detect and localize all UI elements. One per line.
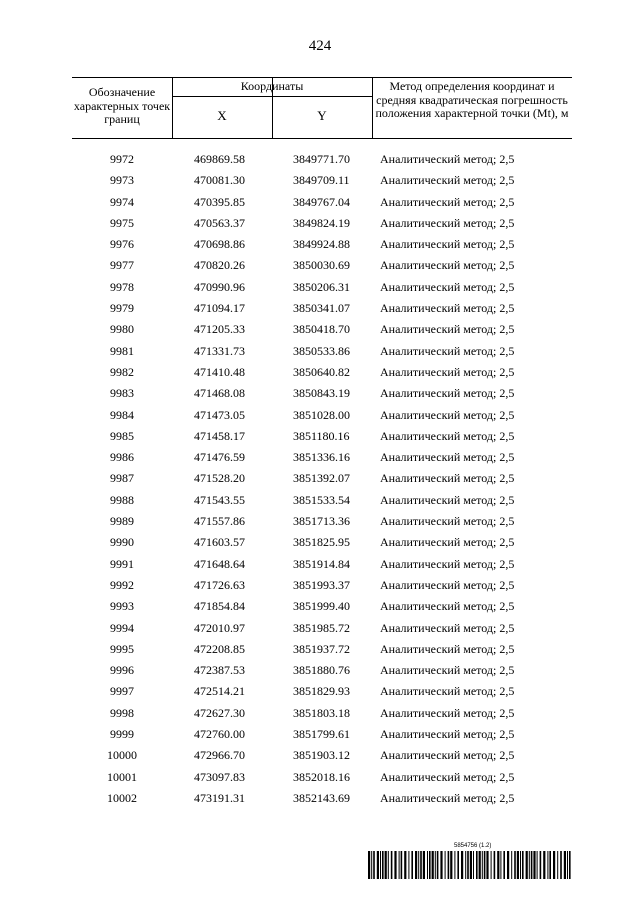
coord-y: 3851937.72 <box>293 641 350 656</box>
point-id: 10001 <box>107 769 137 784</box>
method: Аналитический метод; 2,5 <box>380 152 515 166</box>
point-id: 9990 <box>110 535 134 550</box>
method: Аналитический метод; 2,5 <box>380 258 515 273</box>
point-id: 9992 <box>110 577 134 592</box>
coord-y: 3849709.11 <box>293 173 350 188</box>
table-row <box>72 468 572 489</box>
page-number: 424 <box>308 38 332 54</box>
coord-y: 3850341.07 <box>293 301 350 316</box>
point-id: 9982 <box>110 364 134 379</box>
table-header <box>72 77 572 139</box>
table-body <box>72 149 572 809</box>
coord-x: 470990.96 <box>194 279 245 294</box>
table-row <box>72 745 572 766</box>
coord-y: 3849771.70 <box>293 152 350 166</box>
point-id: 9987 <box>110 471 134 486</box>
coord-x: 471473.05 <box>194 407 245 422</box>
method: Аналитический метод; 2,5 <box>380 407 515 422</box>
method: Аналитический метод; 2,5 <box>380 450 515 465</box>
point-id: 9973 <box>110 173 134 188</box>
table-row <box>72 596 572 617</box>
coord-x: 471648.64 <box>194 556 245 571</box>
coord-x: 471458.17 <box>194 428 245 443</box>
table-row <box>72 703 572 724</box>
table-row <box>72 788 572 809</box>
method: Аналитический метод; 2,5 <box>380 279 515 294</box>
table-row <box>72 319 572 340</box>
table-row <box>72 767 572 788</box>
coord-y: 3851799.61 <box>293 727 350 742</box>
coord-x: 471476.59 <box>194 450 245 465</box>
method: Аналитический метод; 2,5 <box>380 173 515 188</box>
table-row <box>72 618 572 639</box>
table-row <box>72 575 572 596</box>
method: Аналитический метод; 2,5 <box>380 620 515 635</box>
point-id: 9977 <box>110 258 134 273</box>
point-id: 9999 <box>110 727 134 742</box>
coord-y: 3851028.00 <box>293 407 350 422</box>
coord-y: 3851180.16 <box>293 428 350 443</box>
coord-x: 471543.55 <box>194 492 245 507</box>
point-id: 9972 <box>110 152 134 166</box>
coord-y: 3851999.40 <box>293 599 350 614</box>
coord-y: 3851803.18 <box>293 705 350 720</box>
method: Аналитический метод; 2,5 <box>380 343 515 358</box>
coord-x: 470395.85 <box>194 194 245 209</box>
coord-x: 471331.73 <box>194 343 245 358</box>
method: Аналитический метод; 2,5 <box>380 492 515 507</box>
coord-y: 3850533.86 <box>293 343 350 358</box>
point-id: 9986 <box>110 450 134 465</box>
method: Аналитический метод; 2,5 <box>380 386 515 401</box>
table-row <box>72 255 572 276</box>
coord-x: 469869.58 <box>194 152 245 166</box>
table-row <box>72 192 572 213</box>
document-id: 5854756 (1.2) <box>454 843 492 849</box>
table-row <box>72 298 572 319</box>
table-row <box>72 724 572 745</box>
method: Аналитический метод; 2,5 <box>380 556 515 571</box>
coord-x: 470820.26 <box>194 258 245 273</box>
coord-x: 471528.20 <box>194 471 245 486</box>
point-id: 9981 <box>110 343 134 358</box>
point-id: 9995 <box>110 641 134 656</box>
barcode-image <box>368 851 571 879</box>
coord-x: 472208.85 <box>194 641 245 656</box>
coord-x: 472627.30 <box>194 705 245 720</box>
method: Аналитический метод; 2,5 <box>380 471 515 486</box>
coord-y: 3852018.16 <box>293 769 350 784</box>
method: Аналитический метод; 2,5 <box>380 237 515 252</box>
point-id: 9996 <box>110 663 134 678</box>
method: Аналитический метод; 2,5 <box>380 769 515 784</box>
coord-x: 471094.17 <box>194 301 245 316</box>
point-id: 9978 <box>110 279 134 294</box>
method: Аналитический метод; 2,5 <box>380 684 515 699</box>
header-subdivider <box>172 96 372 97</box>
point-id: 9980 <box>110 322 134 337</box>
coord-x: 471205.33 <box>194 322 245 337</box>
coord-y: 3850843.19 <box>293 386 350 401</box>
coord-x: 472760.00 <box>194 727 245 742</box>
coord-y: 3851713.36 <box>293 514 350 529</box>
coord-x: 473191.31 <box>194 790 245 805</box>
point-id: 9983 <box>110 386 134 401</box>
point-id: 9976 <box>110 237 134 252</box>
table-row <box>72 362 572 383</box>
coord-x: 471557.86 <box>194 514 245 529</box>
table-row <box>72 532 572 553</box>
table-row <box>72 383 572 404</box>
table-row <box>72 213 572 234</box>
method: Аналитический метод; 2,5 <box>380 748 515 763</box>
point-id: 9985 <box>110 428 134 443</box>
point-id: 9975 <box>110 215 134 230</box>
method: Аналитический метод; 2,5 <box>380 577 515 592</box>
method: Аналитический метод; 2,5 <box>380 641 515 656</box>
table-row <box>72 660 572 681</box>
header-coordinates: Координаты <box>240 79 304 93</box>
coord-x: 471854.84 <box>194 599 245 614</box>
coord-y: 3850418.70 <box>293 322 350 337</box>
method: Аналитический метод; 2,5 <box>380 194 515 209</box>
coord-y: 3851914.84 <box>293 556 350 571</box>
coord-x: 471410.48 <box>194 364 245 379</box>
table-row <box>72 447 572 468</box>
table-row <box>72 170 572 191</box>
method: Аналитический метод; 2,5 <box>380 663 515 678</box>
table-row <box>72 234 572 255</box>
method: Аналитический метод; 2,5 <box>380 215 515 230</box>
coord-x: 472966.70 <box>194 748 245 763</box>
coord-y: 3851533.54 <box>293 492 350 507</box>
table-row <box>72 341 572 362</box>
table-row <box>72 149 572 170</box>
coord-x: 473097.83 <box>194 769 245 784</box>
coord-y: 3851829.93 <box>293 684 350 699</box>
method: Аналитический метод; 2,5 <box>380 428 515 443</box>
coord-x: 471468.08 <box>194 386 245 401</box>
coord-y: 3851825.95 <box>293 535 350 550</box>
method: Аналитический метод; 2,5 <box>380 364 515 379</box>
point-id: 10000 <box>107 748 137 763</box>
coord-y: 3850206.31 <box>293 279 350 294</box>
header-method: Метод определения координат и средняя квадратическая погрешность положения характерной точки (Mt), м <box>375 79 569 120</box>
method: Аналитический метод; 2,5 <box>380 301 515 316</box>
coord-y: 3850640.82 <box>293 364 350 379</box>
point-id: 9997 <box>110 684 134 699</box>
coord-x: 470081.30 <box>194 173 245 188</box>
table-row <box>72 639 572 660</box>
table-row <box>72 426 572 447</box>
table-row <box>72 405 572 426</box>
method: Аналитический метод; 2,5 <box>380 705 515 720</box>
coord-x: 472387.53 <box>194 663 245 678</box>
method: Аналитический метод; 2,5 <box>380 599 515 614</box>
point-id: 9998 <box>110 705 134 720</box>
method: Аналитический метод; 2,5 <box>380 727 515 742</box>
coord-y: 3851903.12 <box>293 748 350 763</box>
method: Аналитический метод; 2,5 <box>380 790 515 805</box>
point-id: 9979 <box>110 301 134 316</box>
point-id: 9993 <box>110 599 134 614</box>
header-y: Y <box>317 108 327 123</box>
coord-x: 471726.63 <box>194 577 245 592</box>
point-id: 9989 <box>110 514 134 529</box>
point-id: 9994 <box>110 620 134 635</box>
coord-y: 3851985.72 <box>293 620 350 635</box>
method: Аналитический метод; 2,5 <box>380 535 515 550</box>
coord-y: 3851392.07 <box>293 471 350 486</box>
coord-y: 3851336.16 <box>293 450 350 465</box>
coord-x: 472010.97 <box>194 620 245 635</box>
table-row <box>72 511 572 532</box>
coord-y: 3851880.76 <box>293 663 350 678</box>
coord-x: 470563.37 <box>194 215 245 230</box>
coord-y: 3851993.37 <box>293 577 350 592</box>
coord-x: 470698.86 <box>194 237 245 252</box>
table-row <box>72 554 572 575</box>
coord-y: 3849767.04 <box>293 194 350 209</box>
point-id: 10002 <box>107 790 137 805</box>
coord-x: 471603.57 <box>194 535 245 550</box>
coord-y: 3852143.69 <box>293 790 350 805</box>
coord-y: 3850030.69 <box>293 258 350 273</box>
method: Аналитический метод; 2,5 <box>380 322 515 337</box>
table-row <box>72 277 572 298</box>
point-id: 9984 <box>110 407 134 422</box>
point-id: 9988 <box>110 492 134 507</box>
header-point-designation: Обозначение характерных точек границ <box>73 85 171 126</box>
header-x: X <box>217 108 227 123</box>
point-id: 9991 <box>110 556 134 571</box>
coord-y: 3849924.88 <box>293 237 350 252</box>
method: Аналитический метод; 2,5 <box>380 514 515 529</box>
point-id: 9974 <box>110 194 134 209</box>
coord-y: 3849824.19 <box>293 215 350 230</box>
table-row <box>72 490 572 511</box>
table-row <box>72 681 572 702</box>
coord-x: 472514.21 <box>194 684 245 699</box>
